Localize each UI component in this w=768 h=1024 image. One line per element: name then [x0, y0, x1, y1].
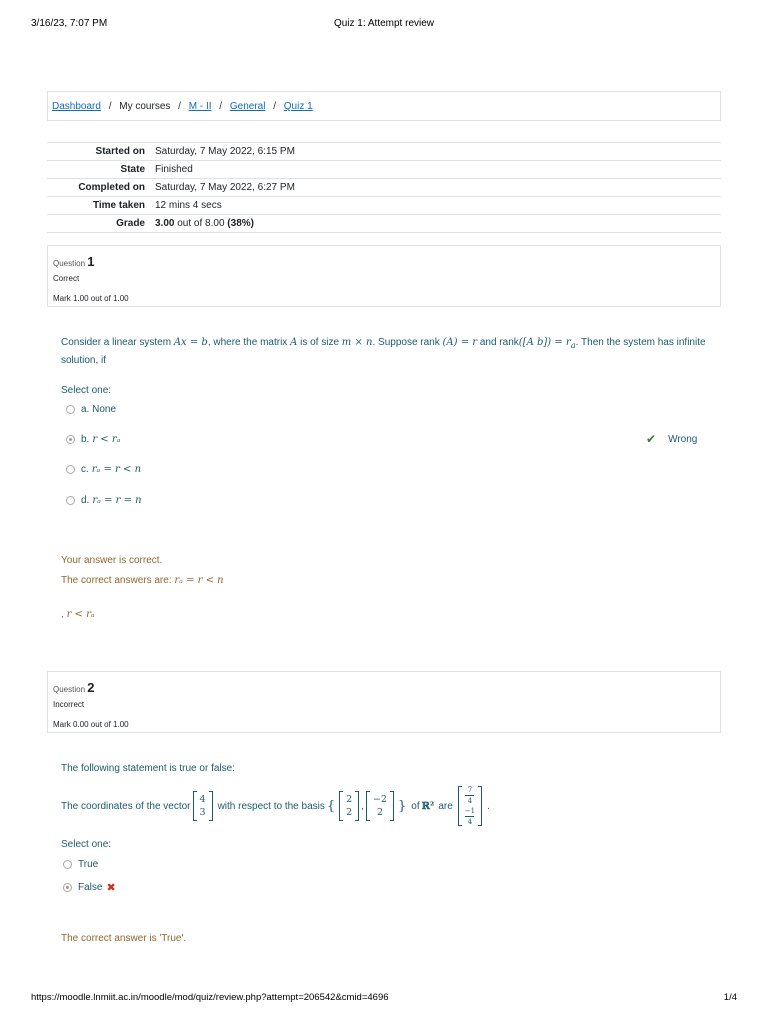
summary-row-grade: [47, 215, 721, 233]
bracket-right: [209, 791, 213, 821]
q1-text-part: Consider a linear system: [61, 337, 172, 348]
q2-text-part: of: [411, 800, 420, 812]
bracket-right: [478, 786, 482, 826]
question-1-info: [47, 245, 721, 307]
q2-statement-intro: The following statement is true or false:: [61, 763, 235, 774]
q2-text-part: with respect to the basis: [217, 800, 325, 812]
q1-option-c[interactable]: [66, 464, 141, 475]
summary-value: Saturday, 7 May 2022, 6:15 PM: [155, 146, 295, 157]
feedback-answers-label: The correct answers are:: [61, 575, 172, 586]
summary-label: Completed on: [78, 182, 145, 193]
matrix-entry: 4: [199, 794, 206, 805]
option-prefix: b.: [81, 434, 90, 445]
basis-vector-1: [339, 791, 359, 821]
matrix-entry: 2: [376, 807, 383, 818]
breadcrumb-quiz-link[interactable]: Quiz 1: [283, 101, 313, 112]
q1-option-b[interactable]: [66, 434, 120, 445]
matrix-column: [370, 793, 390, 819]
q2-text-part: The coordinates of the vector: [61, 800, 191, 812]
matrix-entry: −2: [372, 794, 387, 805]
q1-text-part: . Suppose rank: [372, 337, 440, 348]
option-math: r < rₐ: [92, 434, 121, 445]
question-1-text: [61, 335, 706, 368]
summary-label: Grade: [116, 218, 145, 229]
q2-text-part: are: [438, 800, 453, 812]
summary-label: Time taken: [92, 200, 145, 211]
breadcrumb-section-link[interactable]: General: [229, 101, 266, 112]
q2-option-false[interactable]: [63, 881, 116, 894]
basis-vector-2: [366, 791, 394, 821]
incorrect-x-icon: ✖: [106, 882, 116, 894]
q1-option-d[interactable]: [66, 495, 142, 506]
print-datetime: 3/16/23, 7:07 PM: [31, 18, 108, 29]
period: .: [487, 800, 490, 812]
print-title: Quiz 1: Attempt review: [333, 18, 435, 29]
fraction: [465, 786, 474, 805]
q2-space: ℝ²: [421, 800, 435, 812]
q1-feedback-answers: [61, 575, 224, 586]
question-mark: Mark 0.00 out of 1.00: [53, 720, 129, 729]
breadcrumb-my-courses[interactable]: My courses: [119, 101, 171, 112]
summary-row-completed: [47, 179, 721, 197]
fraction-numerator: 7: [467, 786, 473, 794]
q2-correct-answer: The correct answer is 'True'.: [61, 933, 187, 944]
breadcrumb-separator: /: [273, 101, 276, 112]
feedback-wrong-label: Wrong: [668, 433, 698, 445]
q1-option-a[interactable]: [66, 404, 116, 415]
q1-math: Ax = b: [173, 337, 208, 348]
matrix-entry: 2: [346, 807, 353, 818]
question-2-info: [47, 671, 721, 733]
option-prefix: d.: [81, 495, 90, 506]
matrix-column: [197, 793, 209, 819]
q1-option-feedback: [646, 432, 697, 446]
bracket-right: [390, 791, 394, 821]
grade-score: 3.00: [155, 218, 175, 229]
radio-button-checked[interactable]: [66, 435, 75, 444]
print-url: https://moodle.lnmiit.ac.in/moodle/mod/quiz/review.php?attempt=206542&cmid=4696: [31, 992, 389, 1003]
question-label: Question: [53, 259, 86, 268]
fraction-denominator: 4: [467, 818, 473, 826]
q1-feedback-correct: Your answer is correct.: [61, 555, 163, 566]
fraction-denominator: 4: [467, 797, 473, 805]
q2-select-one: Select one:: [61, 839, 112, 850]
q1-math: m × n: [341, 337, 373, 348]
grade-percent: (38%): [227, 218, 254, 229]
breadcrumb-separator: /: [108, 101, 112, 112]
question-number: 2: [87, 680, 95, 695]
option-math: rₐ = r = n: [92, 495, 142, 506]
matrix-entry: 3: [199, 807, 206, 818]
check-icon: ✔: [646, 432, 657, 446]
summary-value: 12 mins 4 secs: [155, 200, 222, 211]
q1-math-subscript: a: [570, 340, 576, 350]
question-number: 1: [87, 254, 95, 269]
option-prefix: a.: [81, 404, 90, 415]
print-page-number: 1/4: [723, 992, 737, 1003]
fraction: [465, 807, 475, 826]
radio-button[interactable]: [66, 405, 75, 414]
option-math: rₐ = r < n: [91, 464, 142, 475]
option-text: False: [78, 882, 103, 893]
question-mark: Mark 1.00 out of 1.00: [53, 294, 129, 303]
q1-math: (A) = r: [442, 337, 478, 348]
summary-row-time-taken: [47, 197, 721, 215]
radio-button[interactable]: [66, 465, 75, 474]
radio-button[interactable]: [63, 860, 72, 869]
q1-math: ([A b]) = r: [518, 337, 571, 348]
feedback-math: r < rₐ: [66, 609, 95, 620]
q1-text-part: . Then the system has infinite solution, if: [61, 337, 706, 366]
question-2-text: [61, 786, 490, 826]
q1-text-part: , where the matrix: [207, 337, 288, 348]
question-label: Question: [53, 685, 86, 694]
summary-label: Started on: [95, 146, 145, 157]
q1-math: A: [290, 337, 298, 348]
option-text: None: [92, 404, 117, 415]
option-prefix: c.: [81, 464, 89, 475]
breadcrumb-course-link[interactable]: M - II: [188, 101, 212, 112]
coordinate-vector: [458, 786, 482, 826]
summary-row-started: [47, 143, 721, 161]
attempt-summary-table: [47, 142, 721, 233]
feedback-math: rₐ = r < n: [174, 575, 224, 586]
vector-matrix: [193, 791, 213, 821]
breadcrumb-separator: /: [219, 101, 223, 112]
grade-out-of: out of 8.00: [174, 218, 228, 229]
matrix-column: [343, 793, 355, 819]
matrix-column: [462, 786, 478, 826]
summary-row-state: [47, 161, 721, 179]
summary-grade-value: [153, 215, 721, 233]
fraction-numerator: −1: [464, 807, 476, 815]
breadcrumb-separator: /: [178, 101, 181, 112]
option-text: True: [78, 859, 99, 870]
breadcrumb-dashboard-link[interactable]: Dashboard: [52, 101, 101, 112]
q1-text-part: and rank: [479, 337, 519, 348]
radio-button[interactable]: [66, 496, 75, 505]
bracket-right: [355, 791, 359, 821]
question-state: Correct: [53, 274, 80, 283]
brace-open: {: [326, 798, 336, 814]
brace-close: }: [397, 798, 407, 814]
q1-text-part: is of size: [300, 337, 340, 348]
q1-select-one: Select one:: [61, 385, 112, 396]
q2-option-true[interactable]: [63, 859, 98, 870]
summary-label: State: [120, 164, 145, 175]
q1-feedback-answers-cont: [61, 609, 95, 620]
breadcrumb: [47, 91, 721, 121]
matrix-entry: 2: [346, 794, 353, 805]
feedback-separator: ,: [61, 609, 64, 620]
question-state: Incorrect: [53, 700, 85, 709]
comma: ,: [361, 800, 364, 812]
summary-value: Saturday, 7 May 2022, 6:27 PM: [155, 182, 295, 193]
print-footer: [31, 992, 737, 1003]
radio-button-checked[interactable]: [63, 883, 72, 892]
summary-value: Finished: [155, 164, 193, 175]
